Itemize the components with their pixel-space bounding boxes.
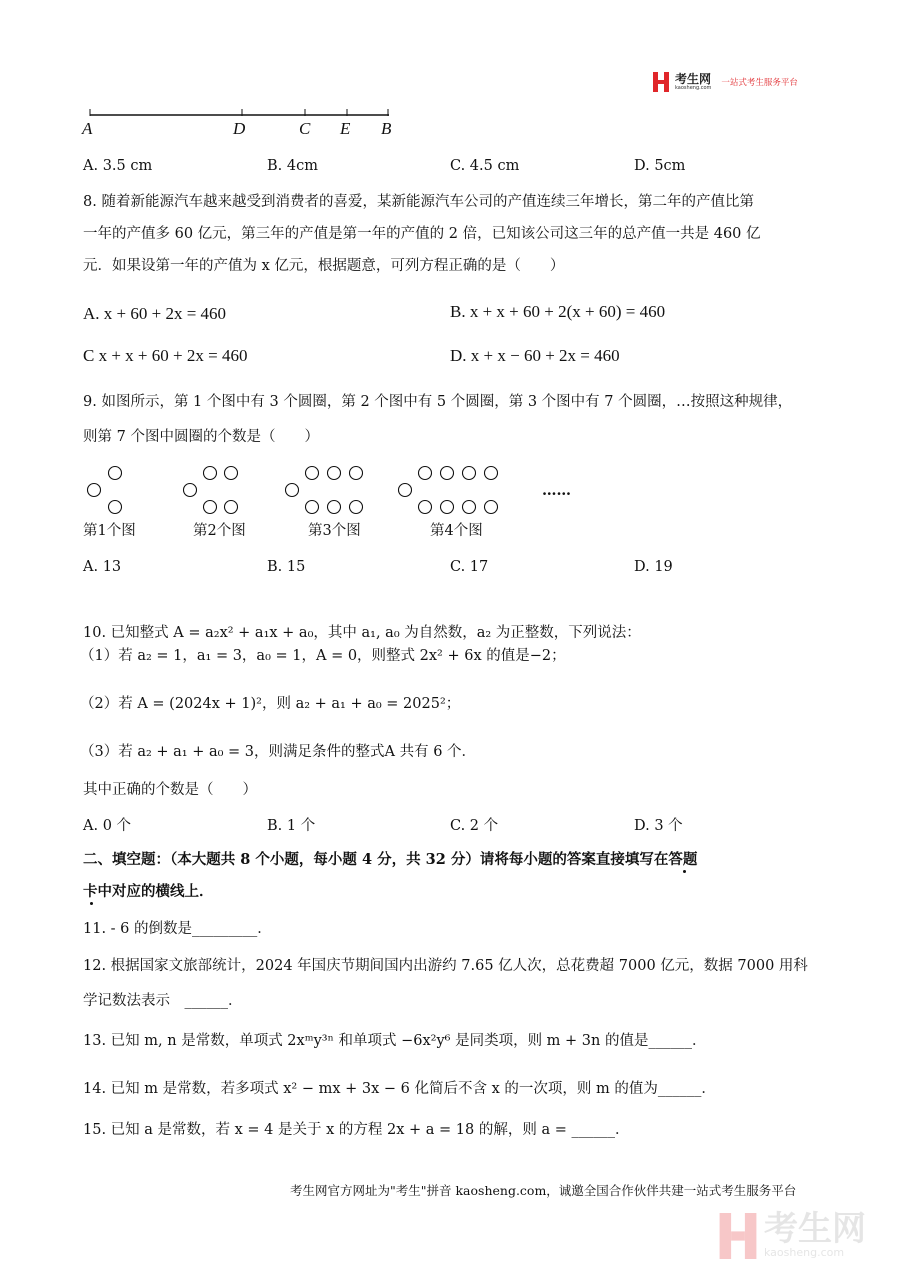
q10-option-a: A. 0 个 — [83, 818, 132, 834]
q10-option-b: B. 1 个 — [267, 818, 316, 834]
logo-slogan: 一站式考生服务平台 — [721, 78, 798, 88]
header-logo — [653, 72, 798, 92]
watermark — [718, 1209, 866, 1259]
q10-option-c: C. 2 个 — [450, 818, 499, 834]
section-2-heading-line-2 — [83, 882, 214, 902]
point-a-label: A — [82, 119, 93, 138]
q11: 11. ‑ 6 的倒数是_________． — [83, 921, 272, 937]
figure-caption-1: 第1个图 — [83, 523, 136, 539]
q8-line-1: 8. 随着新能源汽车越来越受到消费者的喜爱，某新能源汽车公司的产值连续三年增长，第二年的产值比第 — [83, 194, 754, 210]
q7-option-c: C. 4.5 cm — [450, 158, 520, 174]
q10-statement-3: （3）若 a₂ + a₁ + a₀ = 3，则满足条件的整式A 共有 6 个． — [80, 744, 477, 760]
circle-pattern-figures — [0, 460, 520, 520]
q15: 15. 已知 a 是常数，若 x = 4 是关于 x 的方程 2x + a = 18 的解，则 a = ______． — [83, 1122, 630, 1138]
q9-option-a: A. 13 — [83, 559, 122, 575]
watermark-name: 考生网 — [764, 1209, 866, 1249]
q8-line-2: 一年的产值多 60 亿元，第三年的产值是第一年的产值的 2 倍，已知该公司这三年的总产值一共是 460 亿 — [83, 226, 761, 242]
q8-line-3: 元．如果设第一年的产值为 x 亿元，根据题意，可列方程正确的是（ ） — [83, 258, 565, 274]
q13: 13. 已知 m, n 是常数，单项式 2xᵐy³ⁿ 和单项式 −6x²y⁶ 是同类项，则 m + 3n 的值是______． — [83, 1033, 707, 1049]
q9-option-b: B. 15 — [267, 559, 306, 575]
logo-name: 考生网 — [675, 72, 712, 86]
q10-option-d: D. 3 个 — [634, 818, 683, 834]
point-b-label: B — [381, 119, 392, 138]
q9-line-1: 9. 如图所示，第 1 个图中有 3 个圆圈，第 2 个图中有 5 个圆圈，第 3 个图中有 7 个圆圈，…按照这种规律， — [83, 394, 793, 410]
q10-statement-1: （1）若 a₂ = 1，a₁ = 3，a₀ = 1，A = 0，则整式 2x² + 6x 的值是−2； — [80, 648, 566, 664]
q8-option-d: D. x + x − 60 + 2x = 460 — [450, 346, 620, 365]
figure-ellipsis: …… — [542, 482, 571, 499]
q10-stem: 10. 已知整式 A = a₂x² + a₁x + a₀，其中 a₁, a₀ 为自然数，a₂ 为正整数，下列说法： — [83, 625, 641, 641]
figure-caption-3: 第3个图 — [308, 523, 361, 539]
q12-line-2: 学记数法表示 ______． — [83, 993, 243, 1009]
q12-line-1: 12. 根据国家文旅部统计，2024 年国庆节期间国内出游约 7.65 亿人次，总花费超 7000 亿元，数据 7000 用科 — [83, 958, 808, 974]
q8-option-c: C x + x + 60 + 2x = 460 — [83, 346, 248, 365]
point-e-label: E — [340, 119, 351, 138]
watermark-url: kaosheng.com — [764, 1246, 845, 1259]
figure-caption-4: 第4个图 — [430, 523, 483, 539]
point-c-label: C — [299, 119, 311, 138]
q9-option-c: C. 17 — [450, 559, 489, 575]
section-2-emphasis: 答题 — [668, 851, 698, 868]
section-2-heading-line-1 — [83, 850, 697, 870]
section-2-text-2: 中对应的横线上． — [97, 883, 214, 900]
footer-text: 考生网官方网址为"考生"拼音 kaosheng.com，诚邀全国合作伙伴共建一站式考生服务平台 — [290, 1183, 797, 1198]
q8-option-b: B. x + x + 60 + 2(x + 60) = 460 — [450, 302, 666, 321]
q8-option-a: A. x + 60 + 2x = 460 — [83, 304, 227, 323]
q9-line-2: 则第 7 个图中圆圈的个数是（ ） — [83, 429, 319, 445]
q7-option-a: A. 3.5 cm — [83, 158, 153, 174]
point-d-label: D — [233, 119, 246, 138]
q9-option-d: D. 19 — [634, 559, 673, 575]
q10-statement-2: （2）若 A = (2024x + 1)²，则 a₂ + a₁ + a₀ = 2025²； — [80, 696, 461, 712]
logo-url: kaosheng.com — [675, 85, 712, 91]
q14: 14. 已知 m 是常数，若多项式 x² − mx + 3x − 6 化简后不含 x 的一次项，则 m 的值为______． — [83, 1081, 716, 1097]
watermark-logo-icon — [718, 1213, 758, 1259]
logo-mark-icon — [653, 72, 669, 92]
section-2-text: 二、填空题：（本大题共 8 个小题，每小题 4 分，共 32 分）请将每小题的答案直接填写在 — [83, 851, 669, 868]
q7-option-d: D. 5cm — [634, 158, 686, 174]
section-2-emphasis-2: 卡 — [83, 883, 98, 900]
q7-option-b: B. 4cm — [267, 158, 318, 174]
q10-question: 其中正确的个数是（ ） — [83, 782, 257, 798]
figure-caption-2: 第2个图 — [193, 523, 246, 539]
